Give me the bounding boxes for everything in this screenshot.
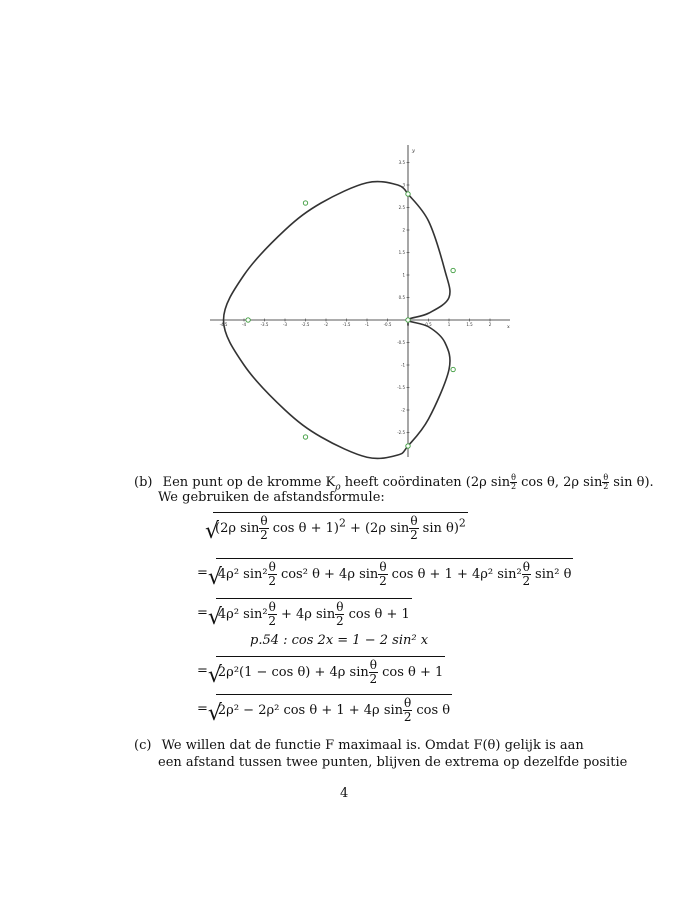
x-axis-label: x bbox=[507, 324, 510, 330]
curve-point bbox=[451, 268, 455, 272]
curve-point bbox=[303, 435, 307, 439]
y-tick-label: 2 bbox=[402, 227, 405, 233]
frac-num: θ bbox=[369, 658, 377, 672]
m1-sq: 2 bbox=[338, 516, 346, 530]
frac-den: 2 bbox=[268, 574, 277, 588]
c-text-1: We willen dat de functie F maximaal is. Omdat F(θ) gelijk is aan bbox=[161, 738, 584, 753]
b-text-4: sin θ). bbox=[609, 475, 654, 490]
eq-sign: = bbox=[197, 701, 208, 717]
plot-svg bbox=[205, 140, 515, 462]
frac-den: 2 bbox=[510, 482, 517, 491]
y-tick-label: -0.5 bbox=[397, 340, 405, 345]
frac-den: 2 bbox=[522, 574, 531, 588]
b-text-3: cos θ, 2ρ sin bbox=[516, 475, 603, 490]
frac-num: θ bbox=[404, 696, 412, 710]
m2-d: sin² θ bbox=[530, 567, 572, 582]
m2-a: 4ρ² sin² bbox=[217, 567, 268, 582]
x-tick-label: -4.5 bbox=[219, 322, 228, 327]
curve-point bbox=[406, 192, 410, 196]
m1-d: sin θ) bbox=[418, 521, 459, 536]
frac-den: 2 bbox=[403, 710, 412, 724]
x-tick-label: 2 bbox=[488, 322, 492, 327]
frac-num: θ bbox=[260, 514, 268, 528]
curve-point bbox=[246, 318, 250, 322]
part-b-label: (b) bbox=[134, 475, 153, 490]
frac-den: 2 bbox=[369, 672, 378, 686]
y-axis-label: y bbox=[412, 148, 415, 154]
page-number: 4 bbox=[340, 786, 349, 801]
y-tick-label: 3 bbox=[402, 182, 405, 188]
b-sub: ρ bbox=[335, 482, 341, 493]
m1-c: + (2ρ sin bbox=[345, 521, 410, 536]
x-tick-label: -1 bbox=[365, 322, 369, 327]
eq-sign: = bbox=[197, 565, 208, 581]
equation-5: = √ 2ρ² − 2ρ² cos θ + 1 + 4ρ sin $\frac{\theta}{2}$ cos θ bbox=[197, 696, 451, 726]
part-c-line2: een afstand tussen twee punten, blijven de extrema op dezelfde positie bbox=[158, 755, 628, 770]
m1-sq2: 2 bbox=[458, 516, 466, 530]
identity-p54: p.54 : cos 2x = 1 − 2 sin² x bbox=[250, 633, 429, 648]
y-tick-label: -2.5 bbox=[397, 430, 405, 435]
frac-num: θ bbox=[603, 473, 609, 482]
equation-2: = √ 4ρ² sin² $\frac{\theta}{2}$ cos² θ + 4ρ sin $\frac{\theta}{2}$ cos θ + 1 + 4ρ² sin² $\frac{\theta}{2}$ sin² θ bbox=[197, 560, 572, 590]
y-tick-label: -1 bbox=[401, 362, 405, 368]
m1-a: (2ρ sin bbox=[215, 521, 260, 536]
b-text-1: Een punt op de kromme K bbox=[162, 475, 336, 490]
frac-den: 2 bbox=[410, 528, 418, 542]
x-tick-label: -0.5 bbox=[383, 322, 392, 327]
m2-b: cos² θ + 4ρ sin bbox=[276, 567, 379, 582]
y-tick-label: -1.5 bbox=[397, 385, 405, 390]
m5-b: cos θ bbox=[412, 703, 451, 718]
y-tick-label: 3.5 bbox=[398, 160, 405, 165]
frac-num: θ bbox=[511, 473, 516, 482]
cardioid-plot bbox=[205, 140, 515, 462]
part-c-label: (c) bbox=[134, 738, 152, 753]
x-tick-label: -2 bbox=[324, 322, 328, 327]
m5-a: 2ρ² − 2ρ² cos θ + 1 + 4ρ sin bbox=[217, 703, 404, 718]
x-tick-label: 0.5 bbox=[425, 322, 432, 327]
equation-1: √ (2ρ sin $\frac{\theta}{2}$ cos θ + 1)$^2$ + (2ρ sin $\frac{\theta}{2}$ sin θ)$^2$ bbox=[205, 514, 466, 544]
m3-b: + 4ρ sin bbox=[276, 607, 336, 622]
frac-den: 2 bbox=[260, 528, 268, 542]
m3-a: 4ρ² sin² bbox=[217, 607, 268, 622]
frac-den: 2 bbox=[336, 614, 344, 628]
m4-b: cos θ + 1 bbox=[377, 665, 444, 680]
frac-num: θ bbox=[268, 600, 276, 614]
frac-num: θ bbox=[336, 600, 344, 614]
x-tick-label: -3 bbox=[283, 322, 287, 327]
frac-num: θ bbox=[522, 560, 530, 574]
frac-den: 2 bbox=[379, 574, 387, 588]
curve-point bbox=[451, 367, 455, 371]
m1-b: cos θ + 1) bbox=[268, 521, 339, 536]
equation-3: = √ 4ρ² sin² $\frac{\theta}{2}$ + 4ρ sin $\frac{\theta}{2}$ cos θ + 1 bbox=[197, 600, 410, 630]
y-tick-label: 1.5 bbox=[398, 250, 405, 255]
m4-a: 2ρ²(1 − cos θ) + 4ρ sin bbox=[217, 665, 369, 680]
frac-num: θ bbox=[268, 560, 276, 574]
eq-sign: = bbox=[197, 663, 208, 679]
x-tick-label: -3.5 bbox=[260, 322, 269, 327]
frac-den: 2 bbox=[603, 482, 609, 491]
x-tick-label: -1.5 bbox=[342, 322, 351, 327]
b-text-2: heeft coördinaten (2ρ sin bbox=[340, 475, 511, 490]
y-tick-label: -2 bbox=[401, 407, 405, 413]
y-tick-label: 2.5 bbox=[398, 205, 405, 210]
x-tick-label: -2.5 bbox=[301, 322, 310, 327]
y-tick-label: 1 bbox=[402, 272, 405, 278]
x-tick-label: 1 bbox=[447, 322, 451, 327]
part-b-line2: We gebruiken de afstandsformule: bbox=[158, 490, 385, 505]
x-tick-label: 1.5 bbox=[466, 322, 473, 327]
curve-point bbox=[303, 201, 307, 205]
part-c-line1 bbox=[134, 738, 584, 754]
m3-c: cos θ + 1 bbox=[344, 607, 410, 622]
curve-point bbox=[406, 444, 410, 448]
equation-4: = √ 2ρ²(1 − cos θ) + 4ρ sin $\frac{\theta}{2}$ cos θ + 1 bbox=[197, 658, 444, 688]
eq-sign: = bbox=[197, 605, 208, 621]
m2-c: cos θ + 1 + 4ρ² sin² bbox=[387, 567, 522, 582]
frac-num: θ bbox=[410, 514, 418, 528]
frac-num: θ bbox=[379, 560, 387, 574]
frac-den: 2 bbox=[268, 614, 277, 628]
x-tick-label: -4 bbox=[242, 322, 246, 327]
y-tick-label: 0.5 bbox=[398, 295, 405, 300]
x-tick-label: 0 bbox=[406, 322, 410, 327]
curve-point bbox=[406, 318, 410, 322]
